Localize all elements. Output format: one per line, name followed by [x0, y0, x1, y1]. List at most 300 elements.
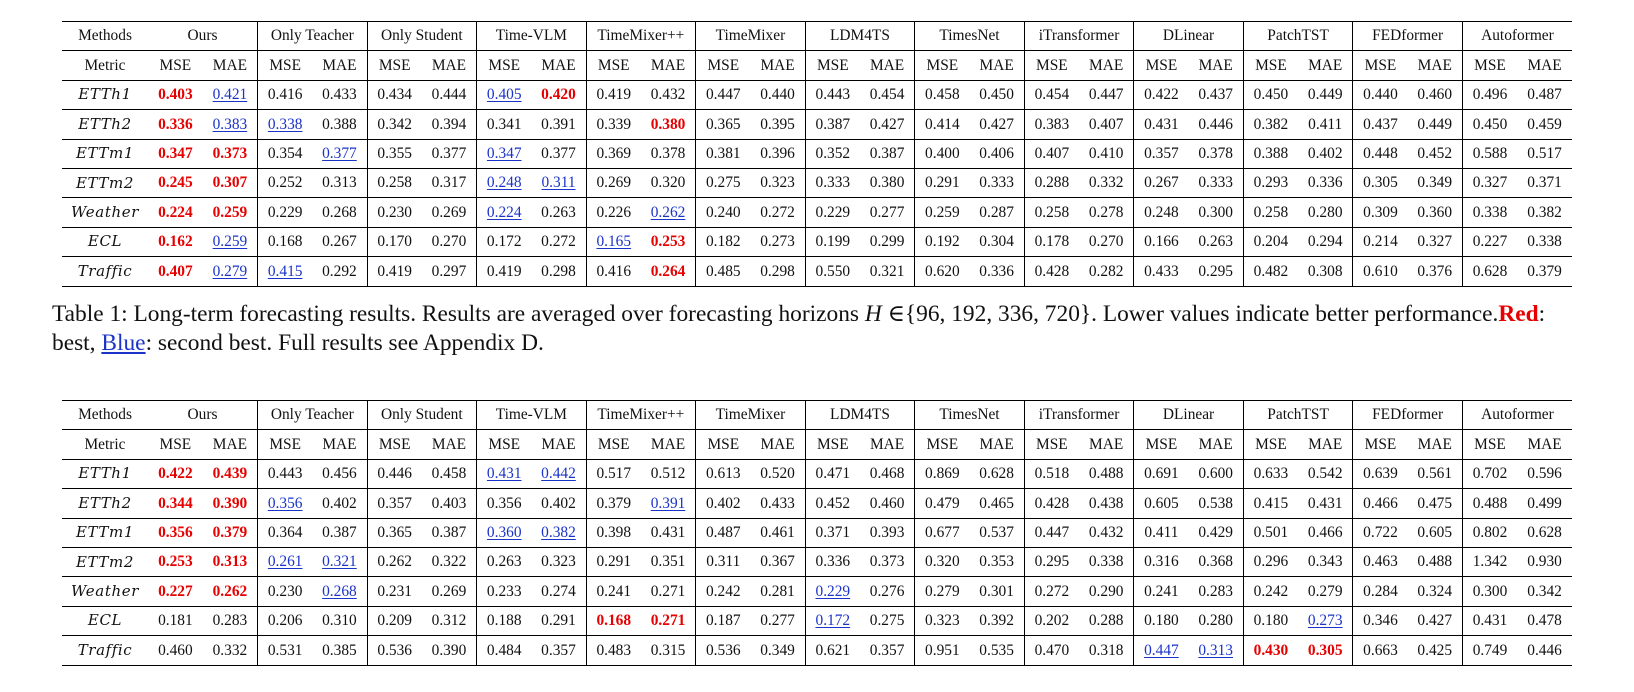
- metric-cell: [969, 80, 1024, 109]
- metric-cell: [641, 110, 696, 139]
- metric-cell: [586, 518, 641, 547]
- method-name: Autoformer: [1462, 22, 1572, 51]
- metric-value: 0.242: [1253, 582, 1289, 600]
- metric-value: 0.327: [1417, 233, 1453, 251]
- table-row: [62, 80, 1572, 109]
- metric-value: 0.352: [815, 145, 851, 163]
- metric-cell: [1408, 547, 1463, 576]
- metric-cell: [805, 257, 860, 286]
- metric-value: 0.332: [1088, 174, 1124, 192]
- metric-value: 0.443: [267, 465, 303, 483]
- metric-cell: [1079, 606, 1134, 635]
- metric-value: 0.449: [1307, 86, 1343, 104]
- metric-cell: [1408, 257, 1463, 286]
- metric-cell: [915, 198, 970, 227]
- metric-value: 0.447: [705, 86, 741, 104]
- metric-value: 0.262: [212, 582, 248, 600]
- metric-cell: [531, 80, 586, 109]
- metric-value: 0.380: [650, 115, 686, 133]
- metric-value: 0.403: [158, 86, 193, 104]
- metric-value: 0.446: [1198, 115, 1233, 133]
- metric-value: 0.271: [650, 612, 686, 630]
- metric-value: 0.248: [486, 174, 522, 192]
- metric-value: 0.229: [267, 203, 303, 221]
- metric-value: 0.391: [650, 494, 686, 512]
- metric-value: 0.429: [1198, 524, 1233, 542]
- metric-value: 0.411: [1308, 115, 1343, 133]
- method-name: TimeMixer: [696, 22, 806, 51]
- metric-cell: [1079, 636, 1134, 665]
- metric-mse: MSE: [1243, 430, 1298, 459]
- metric-value: 0.327: [1472, 174, 1508, 192]
- dataset-name: ETTm2: [62, 168, 148, 197]
- metric-cell: [969, 577, 1024, 606]
- metric-cell: [148, 257, 203, 286]
- metric-value: 0.639: [1363, 465, 1398, 483]
- table-row: [62, 110, 1572, 139]
- metric-cell: [1243, 168, 1298, 197]
- metric-cell: [367, 198, 422, 227]
- metric-cell: [367, 518, 422, 547]
- metric-value: 0.402: [322, 494, 357, 512]
- metric-cell: [1024, 168, 1079, 197]
- metric-cell: [915, 577, 970, 606]
- metric-cell: [1517, 168, 1572, 197]
- metric-value: 0.432: [1088, 524, 1124, 542]
- metric-value: 0.388: [1253, 145, 1289, 163]
- metric-value: 0.279: [212, 262, 248, 280]
- metric-value: 0.382: [1527, 203, 1562, 221]
- metric-value: 0.380: [869, 174, 905, 192]
- metric-mse: MSE: [1462, 51, 1517, 80]
- metric-value: 0.550: [815, 262, 851, 280]
- metric-value: 0.365: [377, 524, 413, 542]
- metric-cell: [641, 257, 696, 286]
- metric-value: 0.343: [1307, 553, 1343, 571]
- metric-cell: [1189, 489, 1244, 518]
- metric-value: 0.459: [1527, 115, 1562, 133]
- metric-mse: MSE: [367, 430, 422, 459]
- metric-value: 0.465: [979, 494, 1014, 512]
- metric-cell: [1243, 577, 1298, 606]
- metric-value: 0.447: [1034, 524, 1070, 542]
- metric-mse: MSE: [1243, 51, 1298, 80]
- metric-value: 0.258: [377, 174, 413, 192]
- metric-cell: [531, 227, 586, 256]
- metric-value: 0.628: [1527, 524, 1562, 542]
- metric-mse: MSE: [1024, 430, 1079, 459]
- metric-value: 0.520: [760, 465, 795, 483]
- metric-mse: MSE: [258, 51, 313, 80]
- metric-value: 0.537: [979, 524, 1014, 542]
- metric-cell: [1298, 577, 1353, 606]
- method-name: TimeMixer++: [586, 401, 696, 430]
- metric-value: 0.360: [486, 524, 522, 542]
- metric-cell: [422, 80, 477, 109]
- metric-cell: [531, 459, 586, 488]
- metric-mae: MAE: [531, 51, 586, 80]
- metric-value: 0.168: [596, 612, 632, 630]
- metric-cell: [969, 489, 1024, 518]
- metric-value: 0.561: [1417, 465, 1453, 483]
- metric-value: 0.305: [1307, 641, 1343, 659]
- metric-value: 0.323: [925, 612, 960, 630]
- metric-cell: [203, 606, 258, 635]
- metric-cell: [641, 198, 696, 227]
- metric-value: 0.313: [322, 174, 357, 192]
- metric-cell: [531, 606, 586, 635]
- table-row: [62, 139, 1572, 168]
- metric-value: 0.468: [869, 465, 905, 483]
- metric-cell: [1517, 227, 1572, 256]
- metric-mse: MSE: [148, 51, 203, 80]
- metric-cell: [1024, 198, 1079, 227]
- metric-cell: [1189, 459, 1244, 488]
- metric-cell: [477, 577, 532, 606]
- metric-cell: [1079, 139, 1134, 168]
- metric-value: 0.275: [705, 174, 741, 192]
- metric-cell: [1024, 547, 1079, 576]
- metric-cell: [531, 518, 586, 547]
- metric-value: 0.663: [1363, 641, 1398, 659]
- metric-cell: [915, 227, 970, 256]
- metric-value: 0.802: [1472, 524, 1508, 542]
- metric-value: 0.272: [760, 203, 795, 221]
- metric-cell: [1243, 489, 1298, 518]
- metric-cell: [696, 198, 751, 227]
- metric-value: 0.280: [1198, 612, 1233, 630]
- metric-cell: [805, 636, 860, 665]
- metric-value: 0.272: [541, 233, 576, 251]
- metric-value: 0.279: [925, 582, 960, 600]
- table-caption: [52, 300, 1592, 358]
- metric-cell: [258, 227, 313, 256]
- metric-cell: [1408, 168, 1463, 197]
- metric-mae: MAE: [860, 430, 915, 459]
- metric-mae: MAE: [1189, 430, 1244, 459]
- metric-cell: [258, 577, 313, 606]
- metric-cell: [1024, 518, 1079, 547]
- metric-value: 0.300: [1198, 203, 1233, 221]
- metric-cell: [1024, 606, 1079, 635]
- metric-value: 0.333: [979, 174, 1014, 192]
- metric-cell: [805, 459, 860, 488]
- metric-value: 0.483: [596, 641, 632, 659]
- table-row: [62, 577, 1572, 606]
- metric-cell: [1134, 139, 1189, 168]
- methods-label: Methods: [62, 401, 148, 430]
- metric-value: 0.446: [377, 465, 413, 483]
- metric-value: 0.432: [650, 86, 686, 104]
- metric-value: 0.402: [1307, 145, 1343, 163]
- caption-red-word: Red: [1498, 301, 1539, 327]
- metric-cell: [258, 606, 313, 635]
- metric-cell: [367, 227, 422, 256]
- metric-mse: MSE: [1462, 430, 1517, 459]
- metric-cell: [148, 80, 203, 109]
- metric-value: 0.253: [650, 233, 686, 251]
- metric-cell: [1243, 636, 1298, 665]
- metric-value: 0.298: [541, 262, 576, 280]
- metric-mae: MAE: [1079, 51, 1134, 80]
- metric-cell: [750, 227, 805, 256]
- metric-value: 0.454: [869, 86, 905, 104]
- metric-value: 0.259: [212, 233, 248, 251]
- metric-cell: [422, 168, 477, 197]
- metric-cell: [1298, 80, 1353, 109]
- metric-value: 0.320: [650, 174, 686, 192]
- metric-value: 0.691: [1144, 465, 1179, 483]
- metric-value: 0.277: [869, 203, 905, 221]
- metric-value: 0.411: [1144, 524, 1179, 542]
- metric-cell: [1353, 168, 1408, 197]
- metric-cell: [1189, 198, 1244, 227]
- metric-value: 0.542: [1307, 465, 1343, 483]
- metric-cell: [203, 227, 258, 256]
- metric-cell: [1462, 459, 1517, 488]
- metric-value: 0.431: [486, 465, 522, 483]
- metric-value: 0.310: [322, 612, 357, 630]
- metric-mae: MAE: [1408, 51, 1463, 80]
- metric-value: 0.722: [1363, 524, 1398, 542]
- metric-cell: [1298, 547, 1353, 576]
- metric-value: 0.322: [431, 553, 467, 571]
- metric-cell: [1189, 257, 1244, 286]
- metric-cell: [586, 80, 641, 109]
- metric-mse: MSE: [1134, 430, 1189, 459]
- metric-value: 0.224: [486, 203, 522, 221]
- metric-value: 0.383: [1034, 115, 1070, 133]
- metric-cell: [1024, 459, 1079, 488]
- metric-cell: [422, 518, 477, 547]
- metric-value: 0.301: [979, 582, 1014, 600]
- metric-value: 0.229: [815, 582, 851, 600]
- metric-cell: [805, 577, 860, 606]
- caption-prefix: Table 1: Long-term forecasting results. Results are averaged over forecasting horizons: [52, 301, 865, 327]
- metric-value: 0.419: [377, 262, 413, 280]
- method-name: TimesNet: [915, 401, 1025, 430]
- metric-cell: [641, 489, 696, 518]
- metric-value: 0.621: [815, 641, 851, 659]
- method-name: DLinear: [1134, 22, 1244, 51]
- metric-cell: [1079, 168, 1134, 197]
- metric-cell: [1079, 489, 1134, 518]
- metric-mse: MSE: [586, 430, 641, 459]
- metric-value: 0.427: [869, 115, 905, 133]
- metric-cell: [805, 80, 860, 109]
- metric-value: 0.379: [1527, 262, 1562, 280]
- metric-value: 0.430: [1253, 641, 1289, 659]
- metric-cell: [696, 636, 751, 665]
- metric-value: 0.531: [267, 641, 303, 659]
- metric-value: 0.230: [267, 582, 303, 600]
- metric-cell: [1298, 489, 1353, 518]
- metric-value: 0.396: [760, 145, 795, 163]
- metric-value: 0.454: [1034, 86, 1070, 104]
- metric-cell: [860, 110, 915, 139]
- metric-cell: [312, 110, 367, 139]
- metric-value: 0.382: [541, 524, 576, 542]
- metric-cell: [641, 80, 696, 109]
- metric-value: 0.300: [1472, 582, 1508, 600]
- metric-cell: [312, 518, 367, 547]
- metric-cell: [1462, 80, 1517, 109]
- method-name: iTransformer: [1024, 401, 1134, 430]
- metric-cell: [203, 80, 258, 109]
- metric-cell: [1189, 168, 1244, 197]
- metric-cell: [915, 547, 970, 576]
- metric-value: 0.518: [1034, 465, 1070, 483]
- metric-value: 0.368: [1198, 553, 1233, 571]
- metric-cell: [750, 110, 805, 139]
- metric-value: 0.323: [541, 553, 576, 571]
- metric-value: 0.378: [650, 145, 686, 163]
- metric-value: 0.290: [1088, 582, 1124, 600]
- metric-cell: [1079, 577, 1134, 606]
- metric-cell: [860, 257, 915, 286]
- metric-cell: [915, 636, 970, 665]
- metric-cell: [1462, 547, 1517, 576]
- metric-value: 0.292: [322, 262, 357, 280]
- method-name: iTransformer: [1024, 22, 1134, 51]
- metric-cell: [1353, 80, 1408, 109]
- metric-cell: [1079, 459, 1134, 488]
- method-name: FEDformer: [1353, 401, 1463, 430]
- metric-cell: [422, 110, 477, 139]
- metric-value: 0.277: [760, 612, 795, 630]
- metric-value: 0.419: [486, 262, 522, 280]
- metric-cell: [915, 606, 970, 635]
- metric-cell: [1462, 577, 1517, 606]
- metric-cell: [531, 168, 586, 197]
- metric-cell: [367, 606, 422, 635]
- method-name: DLinear: [1134, 401, 1244, 430]
- metric-value: 0.392: [979, 612, 1014, 630]
- metric-cell: [367, 577, 422, 606]
- metric-value: 0.628: [979, 465, 1014, 483]
- metric-value: 0.295: [1198, 262, 1233, 280]
- metric-mse: MSE: [915, 51, 970, 80]
- metric-value: 0.342: [1527, 582, 1562, 600]
- metric-cell: [1353, 547, 1408, 576]
- metric-value: 0.377: [322, 145, 357, 163]
- metric-mse: MSE: [805, 51, 860, 80]
- metric-mae: MAE: [1298, 430, 1353, 459]
- metric-value: 0.535: [979, 641, 1014, 659]
- metric-cell: [1134, 80, 1189, 109]
- metric-cell: [1353, 139, 1408, 168]
- metric-cell: [422, 489, 477, 518]
- metric-value: 0.324: [1417, 582, 1453, 600]
- metric-cell: [1189, 80, 1244, 109]
- metric-cell: [1243, 198, 1298, 227]
- metric-cell: [1298, 518, 1353, 547]
- metric-cell: [148, 227, 203, 256]
- metric-cell: [312, 257, 367, 286]
- metric-cell: [805, 547, 860, 576]
- metric-mae: MAE: [750, 430, 805, 459]
- method-name: PatchTST: [1243, 401, 1353, 430]
- metric-value: 0.291: [596, 553, 632, 571]
- metric-value: 0.199: [815, 233, 851, 251]
- metric-value: 0.259: [212, 203, 248, 221]
- metric-value: 0.242: [705, 582, 741, 600]
- metric-cell: [1353, 489, 1408, 518]
- metric-cell: [1189, 606, 1244, 635]
- metric-value: 0.410: [1088, 145, 1124, 163]
- metric-cell: [367, 257, 422, 286]
- table-row: [62, 489, 1572, 518]
- metric-cell: [1408, 80, 1463, 109]
- metric-cell: [1298, 459, 1353, 488]
- table-row: [62, 257, 1572, 286]
- metric-cell: [750, 257, 805, 286]
- metric-value: 0.262: [650, 203, 686, 221]
- metric-mse: MSE: [477, 51, 532, 80]
- metric-cell: [860, 547, 915, 576]
- metric-cell: [586, 168, 641, 197]
- metric-cell: [1189, 577, 1244, 606]
- metric-value: 0.371: [815, 524, 851, 542]
- metric-cell: [1353, 636, 1408, 665]
- metric-value: 0.316: [1144, 553, 1179, 571]
- metric-cell: [969, 227, 1024, 256]
- metric-value: 0.206: [267, 612, 303, 630]
- metric-cell: [258, 139, 313, 168]
- metric-value: 0.268: [322, 203, 357, 221]
- metric-cell: [203, 577, 258, 606]
- metric-value: 0.202: [1034, 612, 1070, 630]
- metric-mse: MSE: [1134, 51, 1189, 80]
- metric-mse: MSE: [805, 430, 860, 459]
- metric-cell: [422, 636, 477, 665]
- metric-cell: [586, 139, 641, 168]
- metric-cell: [969, 139, 1024, 168]
- metric-value: 0.600: [1198, 465, 1233, 483]
- metric-value: 0.282: [1088, 262, 1124, 280]
- metric-cell: [1243, 80, 1298, 109]
- metric-cell: [477, 489, 532, 518]
- metric-cell: [969, 168, 1024, 197]
- metric-value: 0.431: [1307, 494, 1343, 512]
- metric-value: 0.333: [1198, 174, 1233, 192]
- metric-value: 0.332: [212, 641, 248, 659]
- metric-cell: [148, 459, 203, 488]
- metric-value: 0.172: [486, 233, 522, 251]
- metric-cell: [696, 80, 751, 109]
- metric-value: 0.376: [1417, 262, 1453, 280]
- metric-cell: [312, 459, 367, 488]
- metric-value: 0.450: [1253, 86, 1289, 104]
- metric-value: 0.336: [979, 262, 1014, 280]
- metric-cell: [1079, 110, 1134, 139]
- metric-cell: [1243, 110, 1298, 139]
- metric-cell: [367, 80, 422, 109]
- table-row: [62, 459, 1572, 488]
- metric-mae: MAE: [312, 430, 367, 459]
- metric-mse: MSE: [915, 430, 970, 459]
- metric-value: 0.231: [377, 582, 413, 600]
- metric-value: 0.264: [650, 262, 686, 280]
- metric-cell: [915, 518, 970, 547]
- metric-value: 0.488: [1472, 494, 1508, 512]
- metric-value: 0.284: [1363, 582, 1398, 600]
- metric-value: 0.188: [486, 612, 522, 630]
- metric-cell: [641, 636, 696, 665]
- metric-value: 0.321: [869, 262, 905, 280]
- metric-cell: [1024, 139, 1079, 168]
- metric-cell: [1353, 110, 1408, 139]
